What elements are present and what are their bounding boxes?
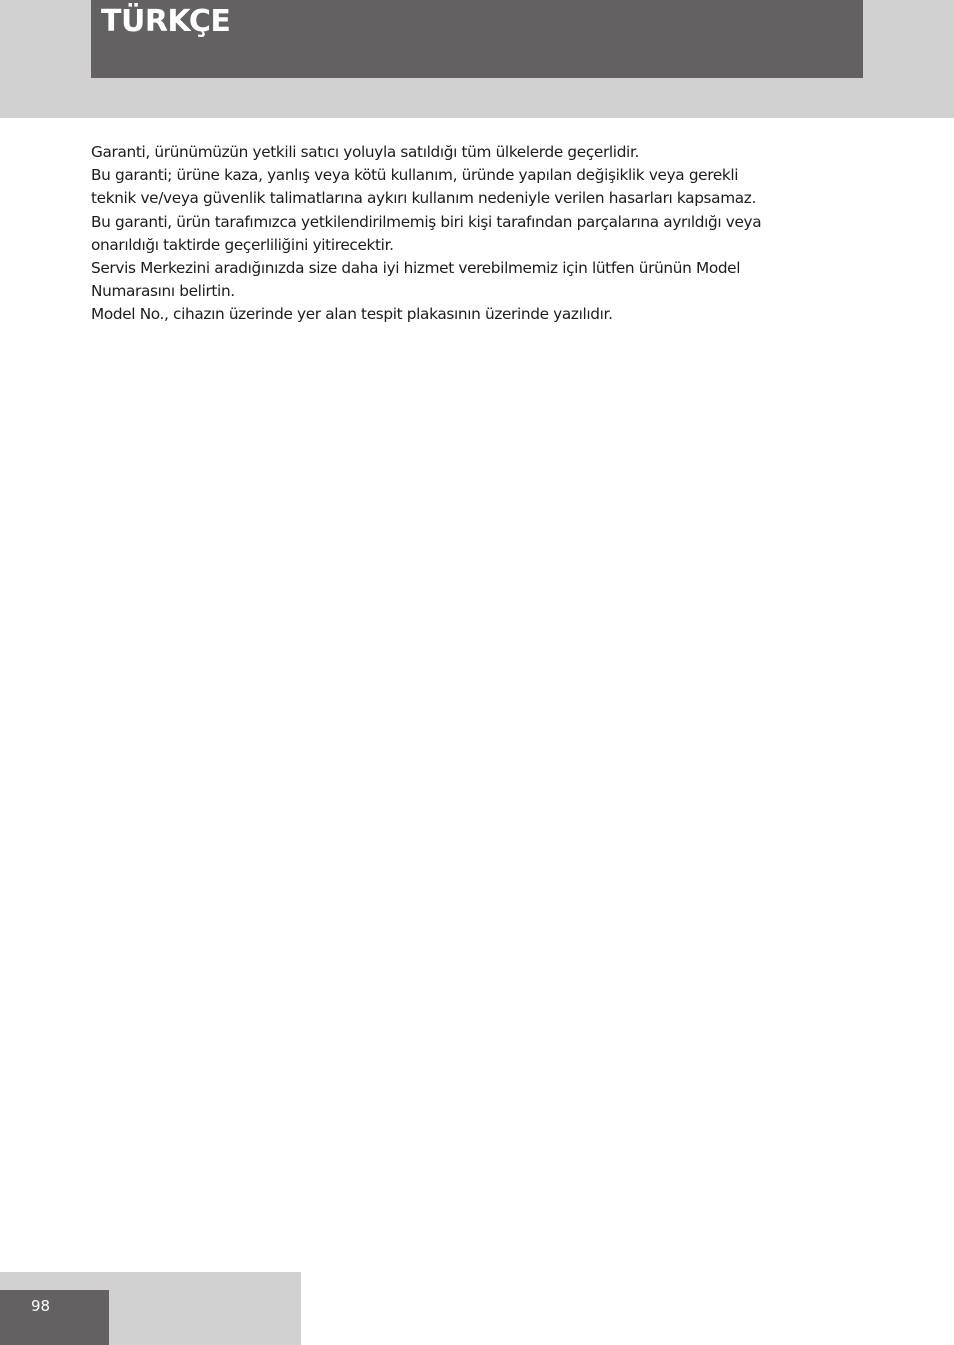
title-bar [91, 0, 863, 78]
page-title: TÜRKÇE [101, 4, 231, 39]
page-number-box [0, 1290, 109, 1345]
page-number: 98 [31, 1297, 51, 1315]
text-line: onarıldığı taktirde geçerliliğini yitirecektir. [91, 235, 394, 254]
warranty-text [91, 141, 861, 327]
text-line: Model No., cihazın üzerinde yer alan tespit plakasının üzerinde yazılıdır. [91, 305, 613, 324]
text-line: Servis Merkezini aradığınızda size daha iyi hizmet verebilmemiz için lütfen ürünün Model [91, 259, 741, 278]
text-line: Garanti, ürünümüzün yetkili satıcı yoluyla satıldığı tüm ülkelerde geçerlidir. [91, 143, 639, 161]
text-line: Bu garanti, ürün tarafımızca yetkilendirilmemiş biri kişi tarafından parçalarına ayrıldığı veya [91, 212, 762, 231]
text-line: Bu garanti; ürüne kaza, yanlış veya kötü kullanım, üründe yapılan değişiklik veya gerekli [91, 166, 739, 185]
text-line: teknik ve/veya güvenlik talimatlarına aykırı kullanım nedeniyle verilen hasarları kapsamaz. [91, 189, 756, 208]
text-line: Numarasını belirtin. [91, 282, 235, 301]
